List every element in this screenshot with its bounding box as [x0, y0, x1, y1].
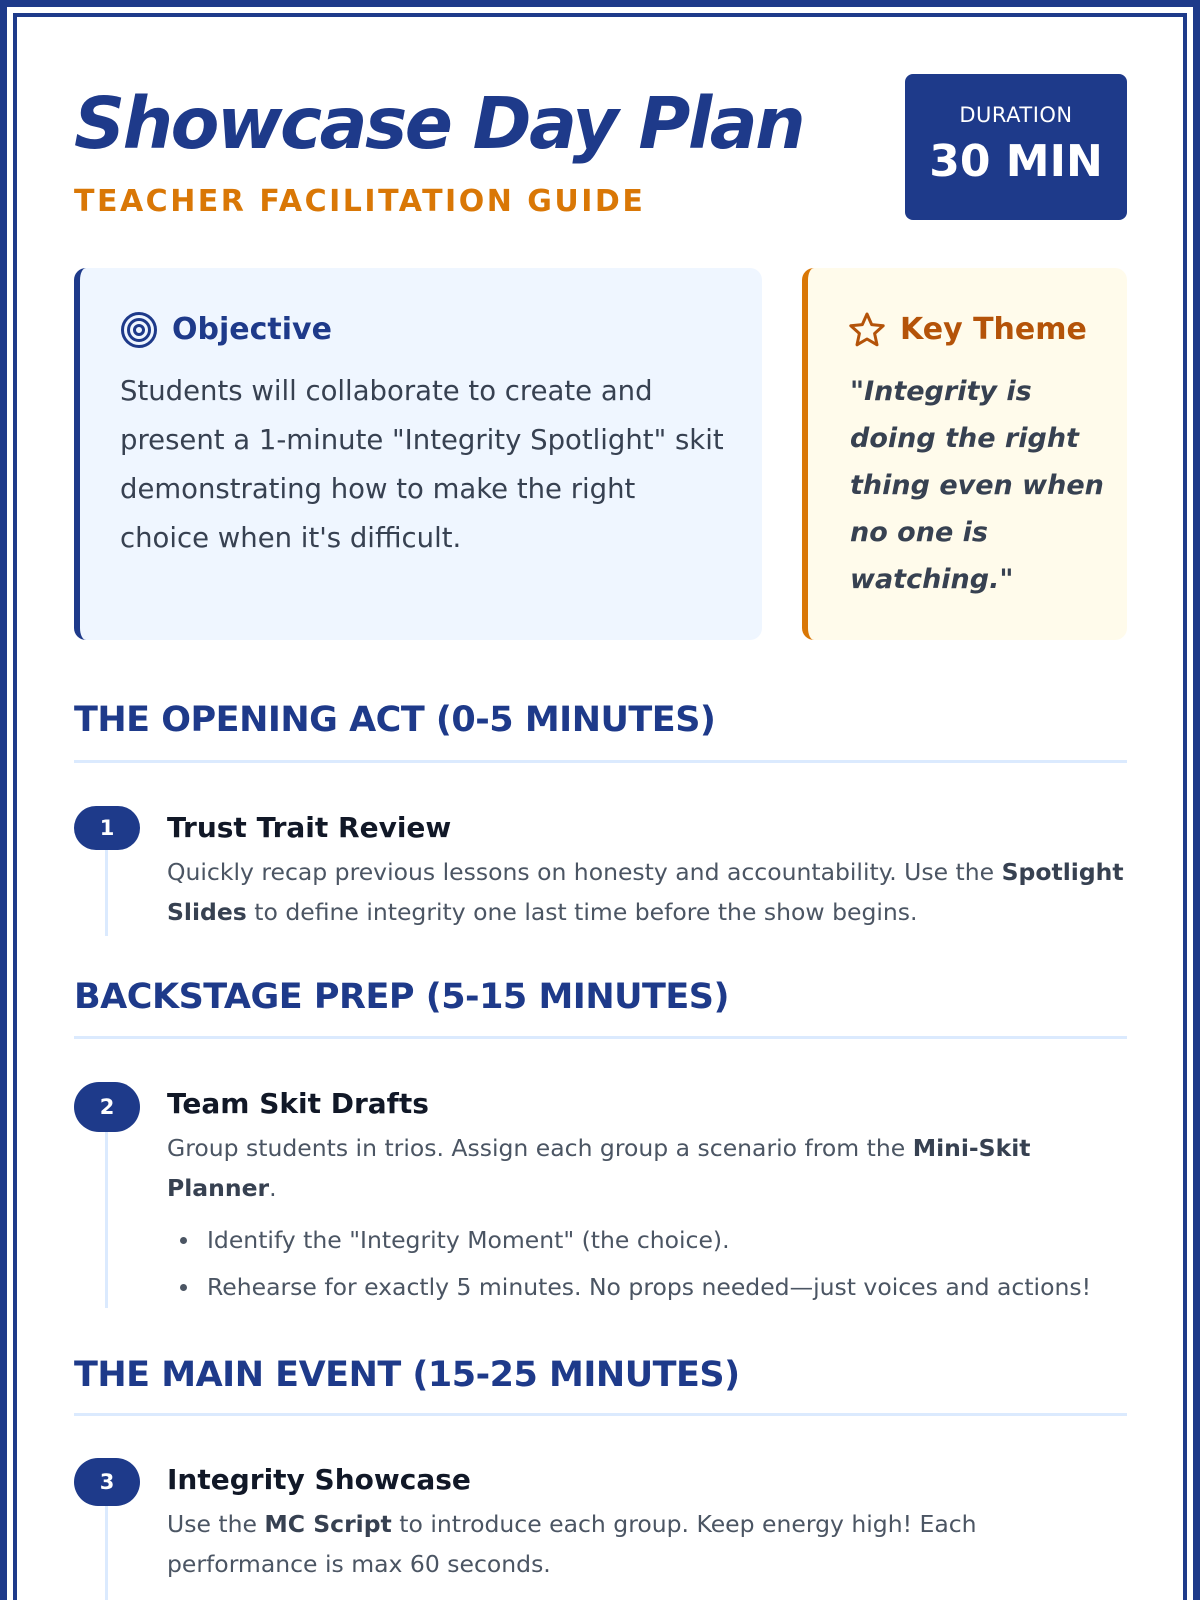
step-description: Use the MC Script to introduce each group. Keep energy high! Each performance is max 60 seconds. [167, 1510, 977, 1578]
key-theme-quote: "Integrity is doing the right thing even when no one is watching." [850, 376, 1104, 595]
step-number-badge: 2 [74, 1082, 140, 1132]
objective-card [74, 268, 762, 640]
section-divider [74, 760, 1127, 763]
step-number-badge: 3 [74, 1458, 140, 1506]
page-subtitle: TEACHER FACILITATION GUIDE [74, 184, 646, 219]
target-icon [120, 311, 158, 349]
section-divider [74, 1036, 1127, 1039]
key-theme-card [802, 268, 1127, 640]
step-bullet-list [167, 1217, 1129, 1311]
mc-script-ref: MC Script [264, 1510, 392, 1538]
page-title: Showcase Day Plan [74, 82, 804, 165]
step-number-badge: 1 [74, 806, 140, 850]
step-description: Group students in trios. Assign each group a scenario from the Mini-Skit Planner. [167, 1134, 1031, 1202]
step-description: Quickly recap previous lessons on honesty and accountability. Use the Spotlight Slides to define integrity one last time before the show begins. [167, 858, 1124, 926]
header [74, 0, 1127, 230]
section-divider [74, 1413, 1127, 1416]
objective-text: Students will collaborate to create and present a 1-minute "Integrity Spotlight" skit demonstrating how to make the right choice when it's difficult. [120, 375, 724, 554]
step-timeline-line [105, 1506, 108, 1600]
star-icon [848, 311, 886, 349]
objective-title: Objective [172, 312, 332, 347]
mini-skit-planner-ref: Mini-Skit Planner [167, 1134, 1031, 1202]
list-item: Identify the "Integrity Moment" (the choice). [167, 1217, 1129, 1264]
step-title: Team Skit Drafts [167, 1087, 429, 1120]
step-1 [74, 806, 1127, 932]
step-2 [74, 1082, 1127, 1308]
duration-label: DURATION [959, 103, 1073, 127]
list-item: Rehearse for exactly 5 minutes. No props needed—just voices and actions! [167, 1264, 1129, 1311]
key-theme-title: Key Theme [900, 312, 1087, 347]
duration-value: 30 MIN [929, 136, 1103, 187]
step-timeline-line [105, 850, 108, 936]
step-title: Integrity Showcase [167, 1463, 471, 1496]
step-title: Trust Trait Review [167, 811, 452, 844]
section-title-backstage-prep: BACKSTAGE PREP (5-15 MINUTES) [74, 977, 730, 1017]
step-3 [74, 1458, 1127, 1600]
spotlight-slides-ref: Spotlight Slides [167, 858, 1124, 926]
objective-header [120, 310, 332, 350]
step-timeline-line [105, 1132, 108, 1308]
section-title-main-event: THE MAIN EVENT (15-25 MINUTES) [74, 1355, 740, 1395]
section-title-opening-act: THE OPENING ACT (0-5 MINUTES) [74, 700, 716, 740]
key-theme-header [848, 310, 1087, 350]
duration-badge [905, 74, 1127, 220]
